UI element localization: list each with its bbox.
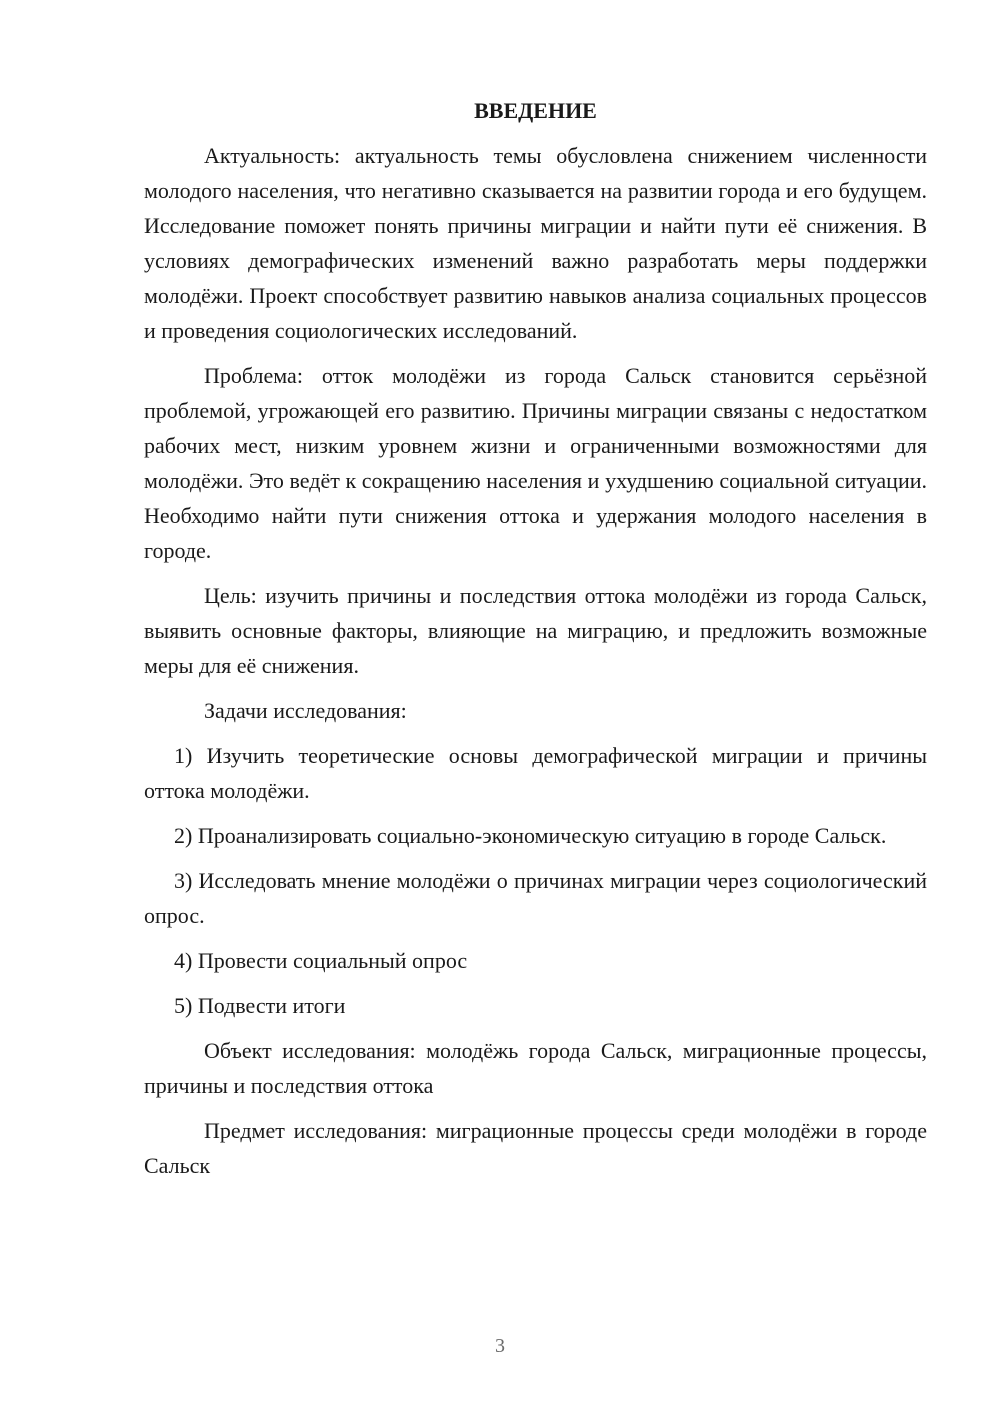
- tasks-title: Задачи исследования:: [204, 698, 407, 723]
- task-item-1: 1) Изучить теоретические основы демографической миграции и причины оттока молодёжи.: [144, 743, 927, 803]
- goal-paragraph: Цель: изучить причины и последствия оттока молодёжи из города Сальск, выявить основные факторы, влияющие на миграцию, и предложить возможные меры для её снижения.: [144, 583, 927, 678]
- document-page: [144, 96, 927, 1193]
- subject-paragraph: Предмет исследования: миграционные процессы среди молодёжи в городе Сальск: [144, 1118, 927, 1178]
- task-item-3: 3) Исследовать мнение молодёжи о причинах миграции через социологический опрос.: [144, 868, 927, 928]
- task-item-2: 2) Проанализировать социально-экономическую ситуацию в городе Сальск.: [174, 823, 887, 848]
- tasks-list: [144, 738, 927, 1023]
- relevance-paragraph: Актуальность: актуальность темы обусловлена снижением численности молодого населения, что негативно сказывается на развитии города и его будущем. Исследование поможет понять причины миграции и найти пути её снижения. В условиях демографических изменений важно разработать меры поддержки молодёжи. Проект способствует развитию навыков анализа социальных процессов и проведения социологических исследований.: [144, 143, 927, 343]
- page-number: 3: [495, 1335, 505, 1357]
- problem-paragraph: Проблема: отток молодёжи из города Сальск становится серьёзной проблемой, угрожающей его развитию. Причины миграции связаны с недостатком рабочих мест, низким уровнем жизни и ограниченными возможностями для молодёжи. Это ведёт к сокращению населения и ухудшению социальной ситуации. Необходимо найти пути снижения оттока и удержания молодого населения в городе.: [144, 363, 927, 563]
- task-item-5: 5) Подвести итоги: [174, 993, 346, 1018]
- page-heading: ВВЕДЕНИЕ: [474, 98, 597, 123]
- object-paragraph: Объект исследования: молодёжь города Сальск, миграционные процессы, причины и последствия оттока: [144, 1038, 927, 1098]
- task-item-4: 4) Провести социальный опрос: [174, 948, 468, 973]
